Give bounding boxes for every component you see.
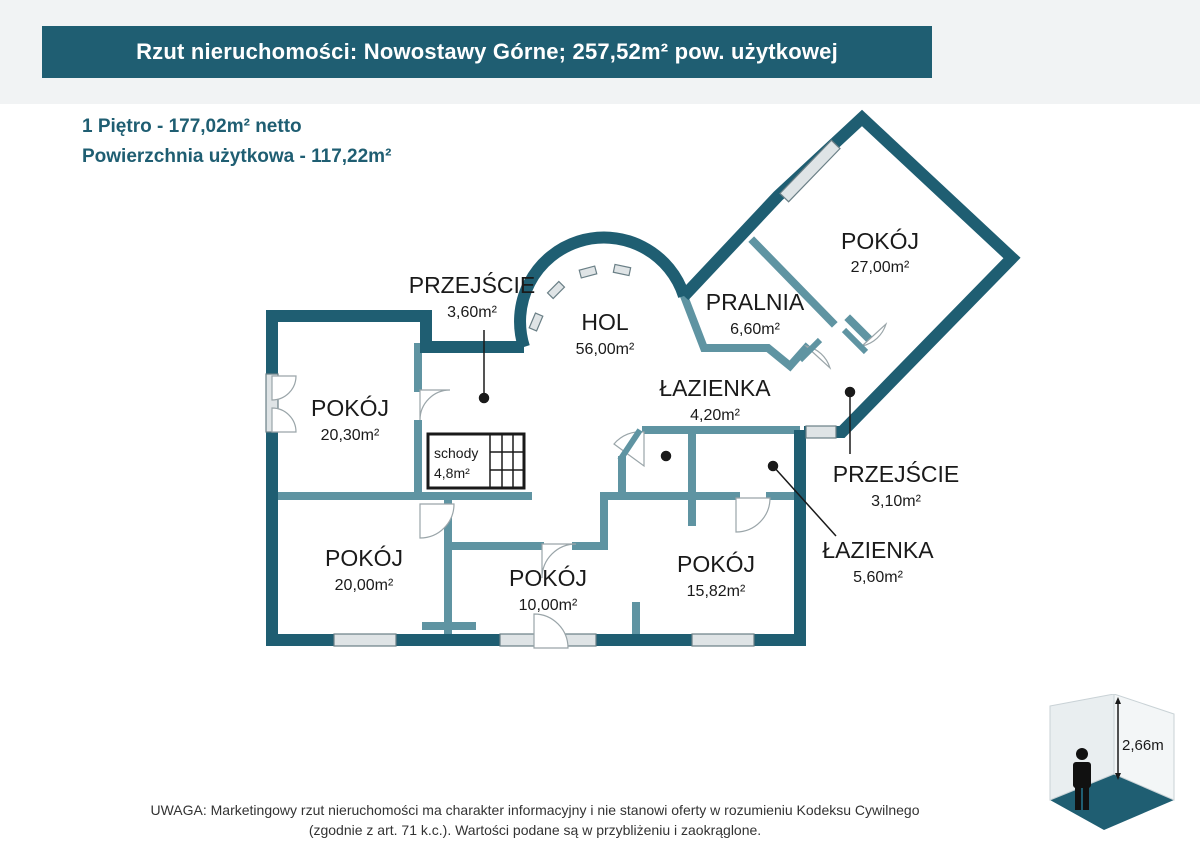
window <box>579 266 597 278</box>
disclaimer <box>60 800 1010 840</box>
room-area: 20,00m² <box>334 577 394 594</box>
room-name: POKÓJ <box>509 565 587 591</box>
disclaimer-line-2: (zgodnie z art. 71 k.c.). Wartości podane są w przybliżeniu i zaokrąglone. <box>308 822 762 838</box>
window <box>548 282 565 299</box>
room-area: 3,10m² <box>871 493 921 510</box>
room-name: ŁAZIENKA <box>822 537 934 563</box>
door <box>420 390 450 420</box>
disclaimer-line-1: UWAGA: Marketingowy rzut nieruchomości ma charakter informacyjny i nie stanowi oferty w rozumieniu Kodeksu Cywilnego <box>150 802 920 818</box>
window <box>613 264 630 275</box>
room-area: 20,30m² <box>320 427 380 444</box>
door <box>272 408 296 432</box>
ceiling-height-icon <box>1048 694 1178 834</box>
room-area: 15,82m² <box>686 583 746 600</box>
stairs <box>428 434 524 488</box>
window <box>806 426 836 438</box>
room-name: PRZEJŚCIE <box>832 461 960 487</box>
room-name: POKÓJ <box>311 395 389 421</box>
stairs-label: schody <box>434 445 479 461</box>
room-area: 3,60m² <box>447 304 497 321</box>
room-name: POKÓJ <box>677 551 755 577</box>
stairs-area: 4,8m² <box>434 465 470 481</box>
room-area: 5,60m² <box>853 569 903 586</box>
room-name: PRALNIA <box>705 289 805 315</box>
floor-area-line: 1 Piętro - 177,02m² netto <box>82 116 302 137</box>
window <box>692 634 754 646</box>
room-area: 56,00m² <box>575 341 635 358</box>
room-name: PRZEJŚCIE <box>408 272 536 298</box>
window <box>334 634 396 646</box>
window <box>780 140 840 202</box>
ceiling-height-value: 2,66m <box>1122 737 1164 754</box>
door <box>534 614 568 648</box>
room-area: 4,20m² <box>690 407 740 424</box>
room-labels <box>311 228 959 614</box>
room-name: POKÓJ <box>325 545 403 571</box>
usable-area-line: Powierzchnia użytkowa - 117,22m² <box>82 146 392 167</box>
window <box>529 313 543 331</box>
room-area: 6,60m² <box>730 321 780 338</box>
room-area: 27,00m² <box>850 259 910 276</box>
door <box>272 376 296 400</box>
page-title: Rzut nieruchomości: Nowostawy Górne; 257,52m² pow. użytkowej <box>136 39 838 64</box>
room-name: ŁAZIENKA <box>659 375 771 401</box>
doors <box>272 324 886 648</box>
room-area: 10,00m² <box>518 597 578 614</box>
room-name: HOL <box>581 309 629 335</box>
room-name: POKÓJ <box>841 228 919 254</box>
door <box>736 498 770 532</box>
